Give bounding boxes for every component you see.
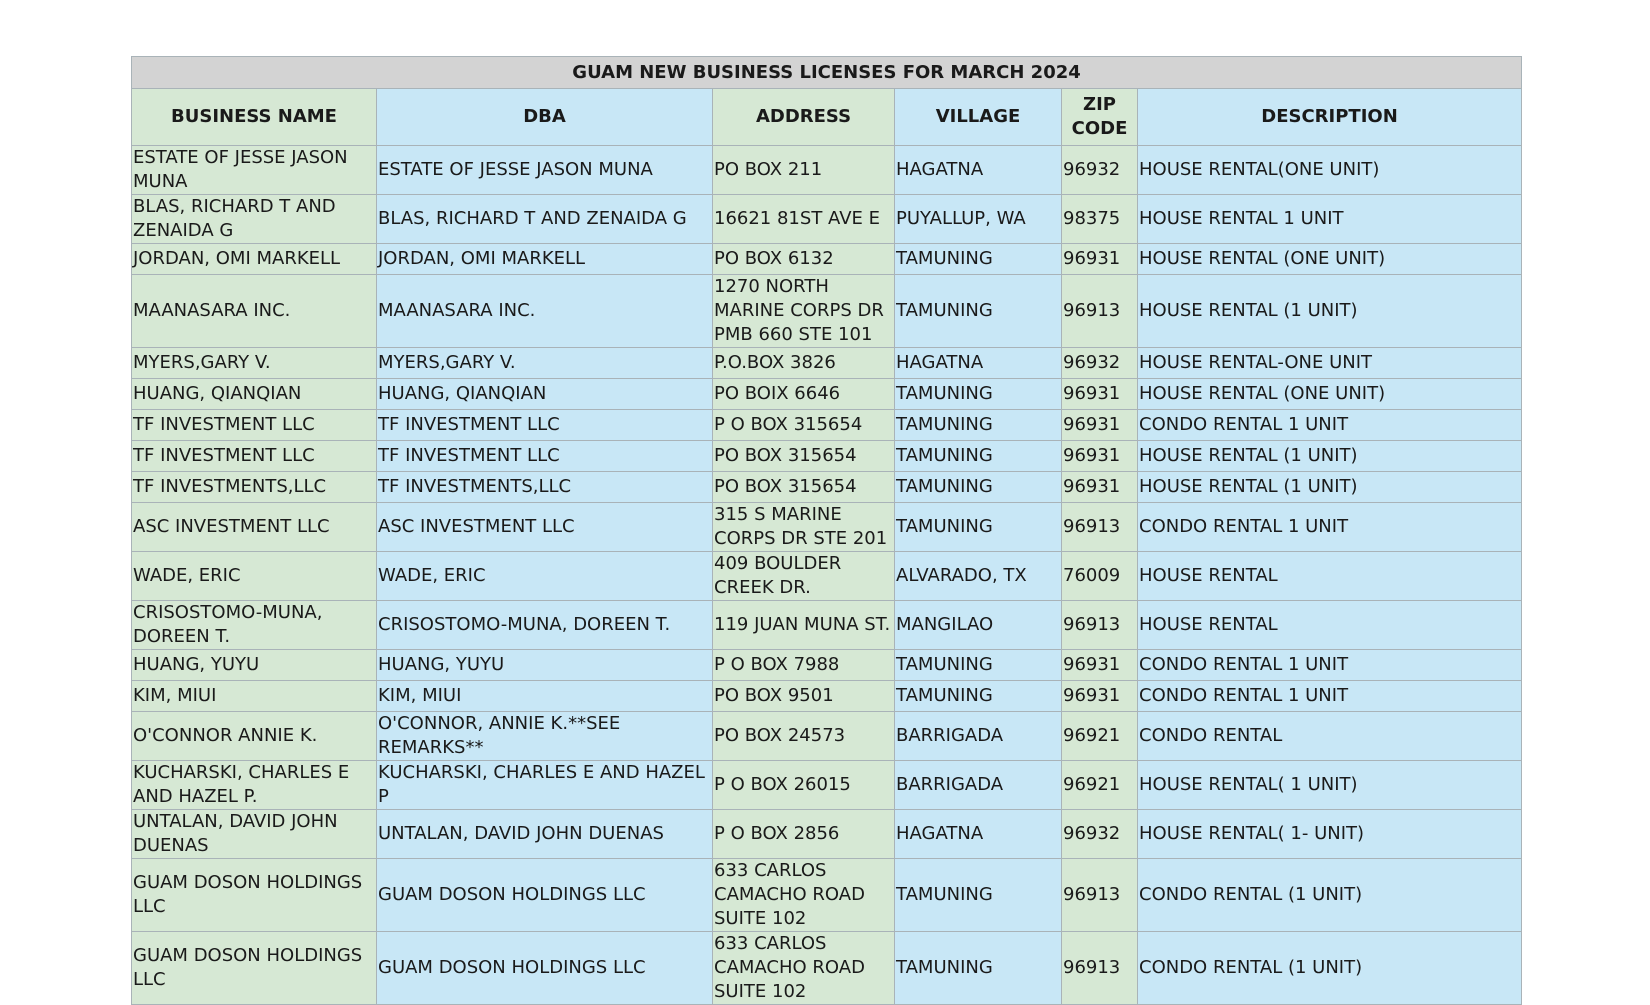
cell-dba: BLAS, RICHARD T AND ZENAIDA G [377, 195, 713, 244]
cell-address: 633 CARLOS CAMACHO ROAD SUITE 102 [713, 932, 895, 1005]
cell-zip-code: 96913 [1062, 859, 1138, 932]
cell-address: 315 S MARINE CORPS DR STE 201 [713, 503, 895, 552]
cell-village: PUYALLUP, WA [895, 195, 1062, 244]
cell-address: 1270 NORTH MARINE CORPS DR PMB 660 STE 101 [713, 275, 895, 348]
cell-description: CONDO RENTAL 1 UNIT [1138, 503, 1522, 552]
cell-village: ALVARADO, TX [895, 552, 1062, 601]
cell-village: MANGILAO [895, 601, 1062, 650]
cell-business-name: UNTALAN, DAVID JOHN DUENAS [132, 810, 377, 859]
cell-description: HOUSE RENTAL (ONE UNIT) [1138, 244, 1522, 275]
table-row [132, 859, 1522, 932]
cell-description: CONDO RENTAL 1 UNIT [1138, 681, 1522, 712]
cell-zip-code: 96931 [1062, 410, 1138, 441]
table-row [132, 503, 1522, 552]
table-row [132, 601, 1522, 650]
cell-dba: GUAM DOSON HOLDINGS LLC [377, 859, 713, 932]
cell-address: 633 CARLOS CAMACHO ROAD SUITE 102 [713, 859, 895, 932]
business-license-table [131, 56, 1522, 1005]
cell-zip-code: 96932 [1062, 810, 1138, 859]
cell-zip-code: 96931 [1062, 441, 1138, 472]
cell-address: PO BOIX 6646 [713, 379, 895, 410]
table-row [132, 275, 1522, 348]
cell-description: HOUSE RENTAL(ONE UNIT) [1138, 146, 1522, 195]
cell-business-name: WADE, ERIC [132, 552, 377, 601]
table-row [132, 348, 1522, 379]
cell-zip-code: 96913 [1062, 503, 1138, 552]
header-row [132, 89, 1522, 146]
cell-description: CONDO RENTAL 1 UNIT [1138, 650, 1522, 681]
cell-village: HAGATNA [895, 348, 1062, 379]
cell-zip-code: 96913 [1062, 932, 1138, 1005]
table-row [132, 379, 1522, 410]
cell-description: HOUSE RENTAL [1138, 552, 1522, 601]
cell-zip-code: 96931 [1062, 379, 1138, 410]
cell-dba: MYERS,GARY V. [377, 348, 713, 379]
cell-description: CONDO RENTAL (1 UNIT) [1138, 932, 1522, 1005]
cell-description: HOUSE RENTAL 1 UNIT [1138, 195, 1522, 244]
cell-address: PO BOX 315654 [713, 472, 895, 503]
table-row [132, 932, 1522, 1005]
table-title: GUAM NEW BUSINESS LICENSES FOR MARCH 2024 [132, 57, 1522, 89]
cell-description: CONDO RENTAL [1138, 712, 1522, 761]
cell-description: CONDO RENTAL (1 UNIT) [1138, 859, 1522, 932]
cell-business-name: BLAS, RICHARD T AND ZENAIDA G [132, 195, 377, 244]
cell-business-name: O'CONNOR ANNIE K. [132, 712, 377, 761]
table-row [132, 650, 1522, 681]
cell-zip-code: 96932 [1062, 348, 1138, 379]
cell-business-name: KUCHARSKI, CHARLES E AND HAZEL P. [132, 761, 377, 810]
cell-zip-code: 96913 [1062, 601, 1138, 650]
cell-address: 119 JUAN MUNA ST. [713, 601, 895, 650]
table-row [132, 410, 1522, 441]
cell-village: TAMUNING [895, 650, 1062, 681]
cell-address: 16621 81ST AVE E [713, 195, 895, 244]
cell-zip-code: 96921 [1062, 761, 1138, 810]
cell-dba: KUCHARSKI, CHARLES E AND HAZEL P [377, 761, 713, 810]
header-zip-code: ZIP CODE [1062, 89, 1138, 146]
cell-dba: HUANG, YUYU [377, 650, 713, 681]
cell-zip-code: 98375 [1062, 195, 1138, 244]
cell-business-name: ESTATE OF JESSE JASON MUNA [132, 146, 377, 195]
cell-dba: JORDAN, OMI MARKELL [377, 244, 713, 275]
cell-village: TAMUNING [895, 275, 1062, 348]
table-row [132, 472, 1522, 503]
cell-description: HOUSE RENTAL (ONE UNIT) [1138, 379, 1522, 410]
cell-business-name: KIM, MIUI [132, 681, 377, 712]
cell-village: TAMUNING [895, 932, 1062, 1005]
cell-village: HAGATNA [895, 810, 1062, 859]
cell-address: 409 BOULDER CREEK DR. [713, 552, 895, 601]
cell-dba: GUAM DOSON HOLDINGS LLC [377, 932, 713, 1005]
table-row [132, 441, 1522, 472]
cell-address: PO BOX 211 [713, 146, 895, 195]
cell-village: TAMUNING [895, 859, 1062, 932]
cell-business-name: HUANG, YUYU [132, 650, 377, 681]
cell-zip-code: 96921 [1062, 712, 1138, 761]
cell-description: HOUSE RENTAL (1 UNIT) [1138, 275, 1522, 348]
header-village: VILLAGE [895, 89, 1062, 146]
cell-zip-code: 96913 [1062, 275, 1138, 348]
header-business-name: BUSINESS NAME [132, 89, 377, 146]
cell-description: HOUSE RENTAL (1 UNIT) [1138, 441, 1522, 472]
table-row [132, 244, 1522, 275]
cell-village: BARRIGADA [895, 761, 1062, 810]
cell-dba: ESTATE OF JESSE JASON MUNA [377, 146, 713, 195]
cell-business-name: MAANASARA INC. [132, 275, 377, 348]
cell-village: TAMUNING [895, 441, 1062, 472]
cell-dba: MAANASARA INC. [377, 275, 713, 348]
cell-dba: TF INVESTMENTS,LLC [377, 472, 713, 503]
cell-business-name: MYERS,GARY V. [132, 348, 377, 379]
cell-address: P O BOX 2856 [713, 810, 895, 859]
cell-village: TAMUNING [895, 379, 1062, 410]
cell-business-name: JORDAN, OMI MARKELL [132, 244, 377, 275]
cell-business-name: TF INVESTMENT LLC [132, 410, 377, 441]
cell-village: TAMUNING [895, 503, 1062, 552]
cell-village: TAMUNING [895, 472, 1062, 503]
cell-business-name: GUAM DOSON HOLDINGS LLC [132, 859, 377, 932]
cell-address: PO BOX 9501 [713, 681, 895, 712]
table-row [132, 761, 1522, 810]
cell-business-name: TF INVESTMENTS,LLC [132, 472, 377, 503]
cell-village: TAMUNING [895, 244, 1062, 275]
table-body [132, 146, 1522, 1005]
cell-address: P O BOX 26015 [713, 761, 895, 810]
cell-business-name: CRISOSTOMO-MUNA, DOREEN T. [132, 601, 377, 650]
cell-address: PO BOX 6132 [713, 244, 895, 275]
cell-description: CONDO RENTAL 1 UNIT [1138, 410, 1522, 441]
table-row [132, 552, 1522, 601]
title-row [132, 57, 1522, 89]
cell-village: HAGATNA [895, 146, 1062, 195]
table-row [132, 712, 1522, 761]
cell-dba: KIM, MIUI [377, 681, 713, 712]
header-address: ADDRESS [713, 89, 895, 146]
cell-zip-code: 96931 [1062, 472, 1138, 503]
table-row [132, 146, 1522, 195]
cell-dba: UNTALAN, DAVID JOHN DUENAS [377, 810, 713, 859]
cell-dba: ASC INVESTMENT LLC [377, 503, 713, 552]
cell-address: P O BOX 7988 [713, 650, 895, 681]
cell-dba: O'CONNOR, ANNIE K.**SEE REMARKS** [377, 712, 713, 761]
cell-business-name: ASC INVESTMENT LLC [132, 503, 377, 552]
cell-address: PO BOX 24573 [713, 712, 895, 761]
cell-dba: TF INVESTMENT LLC [377, 410, 713, 441]
cell-description: HOUSE RENTAL [1138, 601, 1522, 650]
cell-address: P.O.BOX 3826 [713, 348, 895, 379]
cell-description: HOUSE RENTAL-ONE UNIT [1138, 348, 1522, 379]
cell-address: PO BOX 315654 [713, 441, 895, 472]
cell-dba: WADE, ERIC [377, 552, 713, 601]
cell-dba: CRISOSTOMO-MUNA, DOREEN T. [377, 601, 713, 650]
cell-dba: HUANG, QIANQIAN [377, 379, 713, 410]
cell-business-name: GUAM DOSON HOLDINGS LLC [132, 932, 377, 1005]
cell-description: HOUSE RENTAL (1 UNIT) [1138, 472, 1522, 503]
cell-zip-code: 76009 [1062, 552, 1138, 601]
table-row [132, 195, 1522, 244]
cell-zip-code: 96932 [1062, 146, 1138, 195]
cell-description: HOUSE RENTAL( 1 UNIT) [1138, 761, 1522, 810]
table-row [132, 810, 1522, 859]
header-description: DESCRIPTION [1138, 89, 1522, 146]
cell-village: TAMUNING [895, 410, 1062, 441]
cell-business-name: TF INVESTMENT LLC [132, 441, 377, 472]
header-dba: DBA [377, 89, 713, 146]
cell-dba: TF INVESTMENT LLC [377, 441, 713, 472]
cell-village: BARRIGADA [895, 712, 1062, 761]
cell-zip-code: 96931 [1062, 681, 1138, 712]
cell-zip-code: 96931 [1062, 650, 1138, 681]
cell-address: P O BOX 315654 [713, 410, 895, 441]
cell-zip-code: 96931 [1062, 244, 1138, 275]
table-row [132, 681, 1522, 712]
cell-description: HOUSE RENTAL( 1- UNIT) [1138, 810, 1522, 859]
cell-business-name: HUANG, QIANQIAN [132, 379, 377, 410]
cell-village: TAMUNING [895, 681, 1062, 712]
